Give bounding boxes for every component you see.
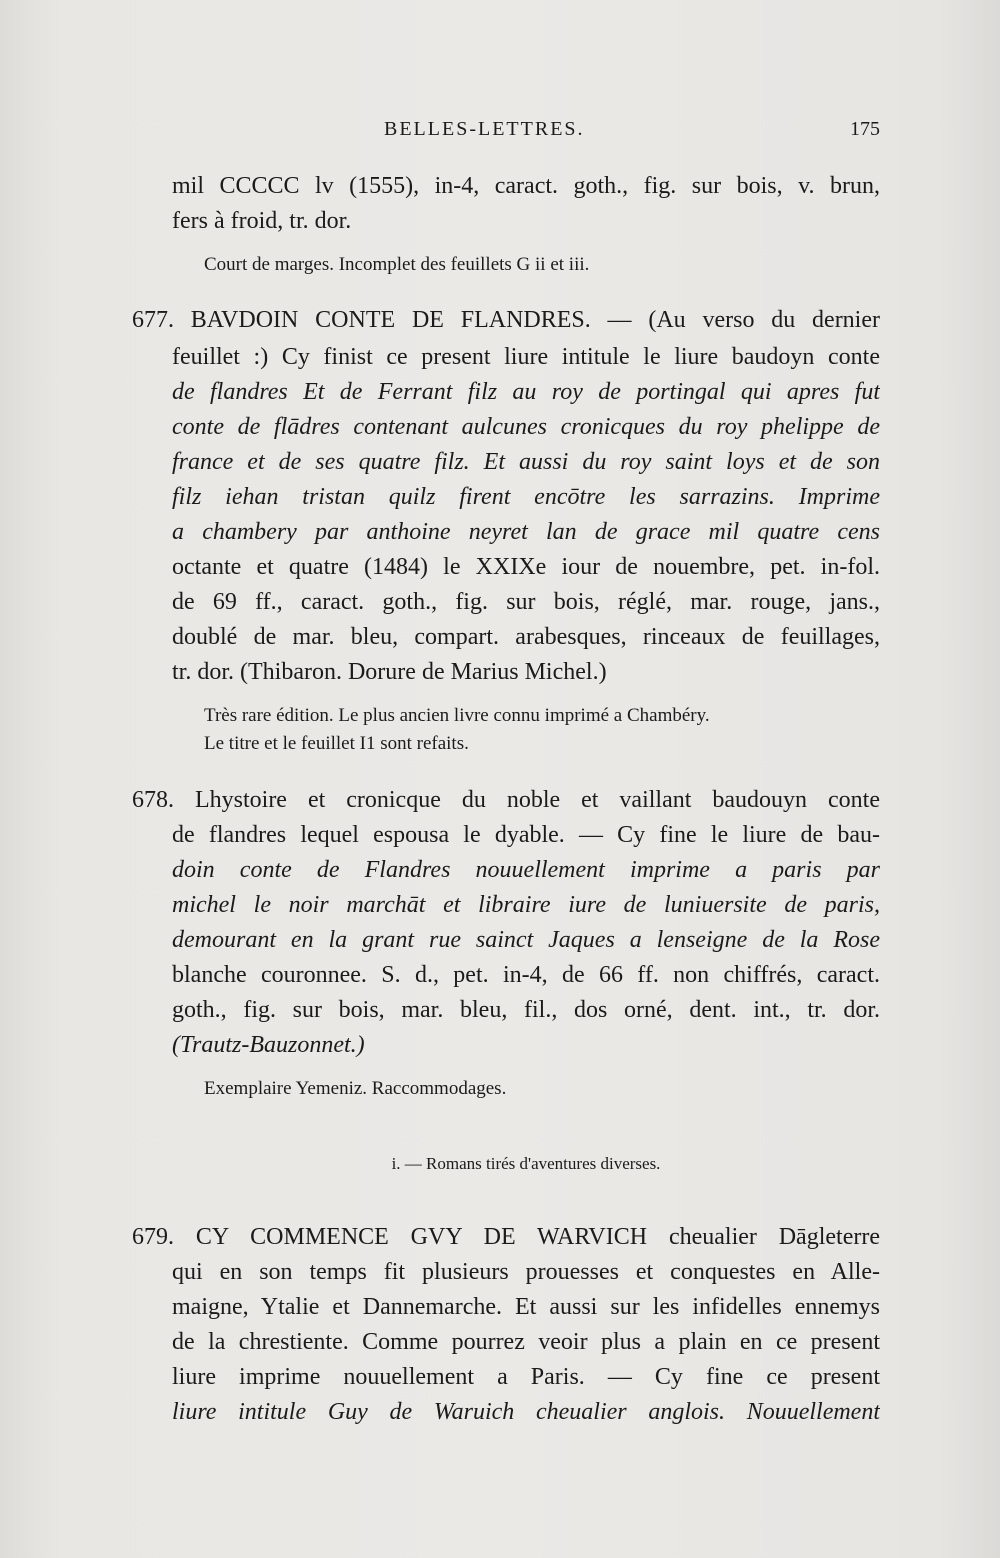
text-line: france et de ses quatre filz. Et aussi du roy saint loys et de son <box>172 449 880 475</box>
text-line: a chambery par anthoine neyret lan de grace mil quatre cens <box>172 519 880 545</box>
text-line: doublé de mar. bleu, compart. arabesques, rinceaux de feuillages, <box>172 624 880 650</box>
text-line: blanche couronnee. S. d., pet. in-4, de 66 ff. non chiffrés, caract. <box>172 962 880 988</box>
text-line: michel le noir marchāt et libraire iure de luniuersite de paris, <box>172 892 880 918</box>
note-line: Très rare édition. Le plus ancien livre connu imprimé a Chambéry. <box>204 705 710 726</box>
text-line: de la chrestiente. Comme pourrez veoir plus a plain en ce present <box>172 1329 880 1355</box>
note-line: Court de marges. Incomplet des feuillets G ii et iii. <box>204 254 590 275</box>
text-line: goth., fig. sur bois, mar. bleu, fil., dos orné, dent. int., tr. dor. <box>172 997 880 1023</box>
running-title: BELLES-LETTRES. <box>384 118 585 140</box>
section-heading: i. — Romans tirés d'aventures diverses. <box>391 1154 661 1173</box>
text-line: liure intitule Guy de Waruich cheualier anglois. Nouuellement <box>172 1399 880 1425</box>
text-line: conte de flādres contenant aulcunes cronicques du roy phelippe de <box>172 414 880 440</box>
running-head <box>172 118 880 148</box>
entry-heading-678: 678. Lhystoire et cronicque du noble et vaillant baudouyn conte <box>132 787 880 813</box>
text-line: de 69 ff., caract. goth., fig. sur bois, réglé, mar. rouge, jans., <box>172 589 880 615</box>
text-line: demourant en la grant rue sainct Jaques a lenseigne de la Rose <box>172 927 880 953</box>
text-line: de flandres Et de Ferrant filz au roy de portingal qui apres fut <box>172 379 880 405</box>
text-line: doin conte de Flandres nouuellement imprime a paris par <box>172 857 880 883</box>
note-line: Exemplaire Yemeniz. Raccommodages. <box>204 1078 507 1099</box>
text-line: mil CCCCC lv (1555), in-4, caract. goth., fig. sur bois, v. brun, <box>172 173 880 199</box>
text-line: filz iehan tristan quilz firent encōtre les sarrazins. Imprime <box>172 484 880 510</box>
text-line: qui en son temps fit plusieurs prouesses et conquestes en Alle- <box>172 1259 880 1285</box>
text-line: fers à froid, tr. dor. <box>172 208 352 234</box>
page-number: 175 <box>850 118 880 140</box>
text-line: de flandres lequel espousa le dyable. — Cy fine le liure de bau- <box>172 822 880 848</box>
text-line: feuillet :) Cy finist ce present liure intitule le liure baudoyn conte <box>172 344 880 370</box>
text-line: liure imprime nouuellement a Paris. — Cy fine ce present <box>172 1364 880 1390</box>
entry-heading-679: 679. CY COMMENCE GVY DE WARVICH cheualier Dāgleterre <box>132 1224 880 1250</box>
text-line: octante et quatre (1484) le XXIXe iour de nouembre, pet. in-fol. <box>172 554 880 580</box>
note-line: Le titre et le feuillet I1 sont refaits. <box>204 733 469 754</box>
text-line: maigne, Ytalie et Dannemarche. Et aussi sur les infidelles ennemys <box>172 1294 880 1320</box>
text-line: (Trautz-Bauzonnet.) <box>172 1032 365 1058</box>
entry-heading-677: 677. BAVDOIN CONTE DE FLANDRES. — (Au verso du dernier <box>132 307 880 333</box>
text-line: tr. dor. (Thibaron. Dorure de Marius Michel.) <box>172 659 607 685</box>
